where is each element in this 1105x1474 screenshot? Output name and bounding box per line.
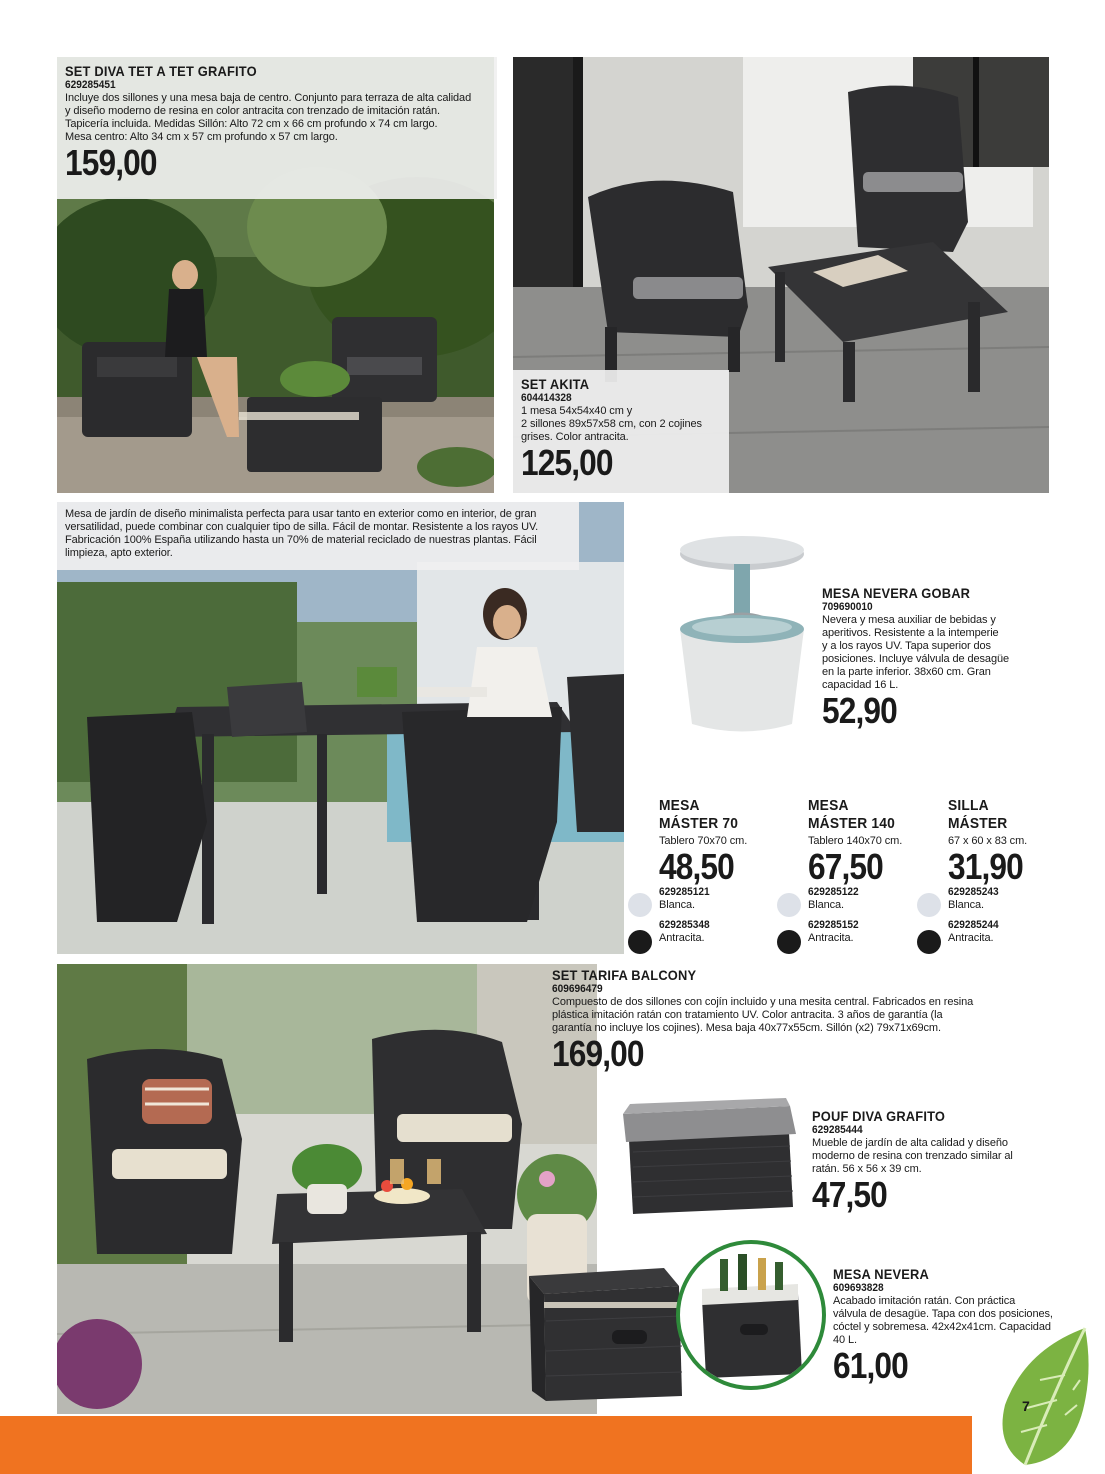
pouf-diva-image <box>618 1092 798 1220</box>
set-tarifa-price: 169,00 <box>552 1033 644 1074</box>
pouf-diva-info <box>812 1108 1072 1214</box>
mesa-nevera-gobar-info <box>822 585 1022 730</box>
master-intro-line: limpieza, apto exterior. <box>65 547 173 559</box>
mesa-nevera-gobar-image <box>672 534 812 739</box>
master-product-black-label: Antracita. <box>659 932 705 944</box>
master-product-title-l2: MÁSTER 140 <box>808 815 895 832</box>
pouf-diva-desc-line: ratán. 56 x 56 x 39 cm. <box>812 1163 922 1175</box>
master-product-col <box>808 797 938 945</box>
set-tarifa-info <box>552 967 992 1073</box>
master-product-price: 67,50 <box>808 846 883 887</box>
master-product-black-code: 629285348 <box>659 919 710 931</box>
pouf-diva-desc-line: Mueble de jardín de alta calidad y diseño <box>812 1137 1008 1149</box>
set-tarifa-desc-line: garantía no incluye los cojines). Mesa baja 40x77x55cm. Sillón (x2) 79x71x69cm. <box>552 1022 941 1034</box>
master-product-size: 67 x 60 x 83 cm. <box>948 835 1028 847</box>
page-number: 7 <box>1022 1398 1030 1414</box>
set-diva-title: SET DIVA TET A TET GRAFITO <box>65 63 257 79</box>
pouf-diva-title: POUF DIVA GRAFITO <box>812 1108 946 1124</box>
mesa-nevera-gobar-desc-line: Nevera y mesa auxiliar de bebidas y <box>822 614 996 626</box>
mesa-nevera-desc-line: cóctel y sobremesa. 42x42x41cm. Capacidad <box>833 1321 1051 1333</box>
set-tarifa-desc-line: Compuesto de dos sillones con cojín incluido y una mesita central. Fabricados en resina <box>552 996 974 1008</box>
set-tarifa-desc-line: plástica imitación ratán con tratamiento UV. Color antracita. 3 años de garantía (la <box>552 1009 943 1021</box>
mesa-nevera-gobar-title: MESA NEVERA GOBAR <box>822 585 971 601</box>
master-intro-line: versatilidad, puede combinar con cualquier tipo de silla. Fácil de montar. Resistente a los rayos UV. <box>65 521 539 533</box>
set-akita-title: SET AKITA <box>521 376 590 392</box>
master-product-black-code: 629285244 <box>948 919 999 931</box>
pouf-diva-code: 629285444 <box>812 1124 863 1136</box>
master-product-title-l2: MÁSTER 70 <box>659 815 739 832</box>
mesa-nevera-price: 61,00 <box>833 1345 908 1386</box>
mesa-nevera-code: 609693828 <box>833 1282 884 1294</box>
pouf-diva-price: 47,50 <box>812 1174 887 1215</box>
pouf-diva-desc-line: moderno de resina con trenzado similar al <box>812 1150 1013 1162</box>
set-akita-desc-line: 2 sillones 89x57x58 cm, con 2 cojines <box>521 418 702 430</box>
master-product-black-label: Antracita. <box>808 932 854 944</box>
mesa-nevera-gobar-desc-line: posiciones. Incluye válvula de desagüe <box>822 653 1009 665</box>
set-akita-desc-line: 1 mesa 54x54x40 cm y <box>521 405 633 417</box>
white-color-swatch <box>917 893 941 917</box>
mesa-nevera-desc-line: 40 L. <box>833 1334 857 1346</box>
master-product-white-code: 629285121 <box>659 886 710 898</box>
master-product-white-code: 629285122 <box>808 886 859 898</box>
master-product-price: 31,90 <box>948 846 1023 887</box>
master-product-title-l1: SILLA <box>948 797 989 814</box>
master-intro-line: Mesa de jardín de diseño minimalista perfecta para usar tanto en exterior como en interior, de gran <box>65 508 537 520</box>
master-product-white-label: Blanca. <box>808 899 844 911</box>
set-diva-desc-line: Tapicería incluida. Medidas Sillón: Alto 72 cm x 66 cm profundo x 74 cm largo. <box>65 118 438 130</box>
mesa-nevera-image <box>524 1256 689 1406</box>
mesa-nevera-gobar-desc-line: y a los rayos UV. Tapa superior dos <box>822 640 991 652</box>
master-product-title-l1: MESA <box>659 797 700 814</box>
mesa-nevera-gobar-code: 709690010 <box>822 601 873 613</box>
master-product-white-label: Blanca. <box>659 899 695 911</box>
master-product-size: Tablero 140x70 cm. <box>808 835 903 847</box>
master-product-white-code: 629285243 <box>948 886 999 898</box>
set-tarifa-code: 609696479 <box>552 983 603 995</box>
mesa-nevera-desc-line: válvula de desagüe. Tapa con dos posiciones, <box>833 1308 1053 1320</box>
set-akita-price: 125,00 <box>521 442 613 483</box>
master-product-col <box>659 797 789 945</box>
master-product-black-code: 629285152 <box>808 919 859 931</box>
master-product-white-label: Blanca. <box>948 899 984 911</box>
set-diva-infobox <box>57 57 497 199</box>
white-color-swatch <box>628 893 652 917</box>
mesa-nevera-title: MESA NEVERA <box>833 1266 930 1282</box>
mesa-nevera-gobar-price: 52,90 <box>822 690 897 731</box>
set-diva-desc-line: y diseño moderno de resina en color antracita con trenzado de imitación ratán. <box>65 105 440 117</box>
set-akita-infobox <box>513 370 729 493</box>
set-akita-code: 604414328 <box>521 392 572 404</box>
master-intro-line: Fabricación 100% España utilizando hasta un 70% de material reciclado de nuestras plantas. Fácil <box>65 534 537 546</box>
set-diva-desc-line: Incluye dos sillones y una mesa baja de centro. Conjunto para terraza de alta calidad <box>65 92 472 104</box>
leaf-icon <box>985 1320 1095 1470</box>
set-tarifa-title: SET TARIFA BALCONY <box>552 967 697 983</box>
master-product-title-l2: MÁSTER <box>948 815 1008 832</box>
white-color-swatch <box>777 893 801 917</box>
master-product-col <box>948 797 1068 945</box>
mesa-nevera-gobar-desc-line: aperitivos. Resistente a la intemperie <box>822 627 999 639</box>
anthracite-color-swatch <box>628 930 652 954</box>
master-product-price: 48,50 <box>659 846 734 887</box>
set-diva-desc-line: Mesa centro: Alto 34 cm x 57 cm profundo x 57 cm largo. <box>65 131 338 143</box>
master-product-size: Tablero 70x70 cm. <box>659 835 748 847</box>
mesa-nevera-gobar-desc-line: capacidad 16 L. <box>822 679 899 691</box>
master-product-title-l1: MESA <box>808 797 849 814</box>
master-product-black-label: Antracita. <box>948 932 994 944</box>
set-akita-desc-line: grises. Color antracita. <box>521 431 629 443</box>
master-intro-box <box>57 502 579 570</box>
anthracite-color-swatch <box>917 930 941 954</box>
anthracite-color-swatch <box>777 930 801 954</box>
set-diva-code: 629285451 <box>65 79 116 91</box>
mesa-nevera-gobar-desc-line: en la parte inferior. 38x60 cm. Gran <box>822 666 991 678</box>
footer-orange-bar <box>0 1416 972 1474</box>
mesa-nevera-open-image <box>676 1240 826 1390</box>
set-tarifa-photo <box>57 964 597 1414</box>
set-diva-price: 159,00 <box>65 142 157 183</box>
mesa-nevera-desc-line: Acabado imitación ratán. Con práctica <box>833 1295 1016 1307</box>
